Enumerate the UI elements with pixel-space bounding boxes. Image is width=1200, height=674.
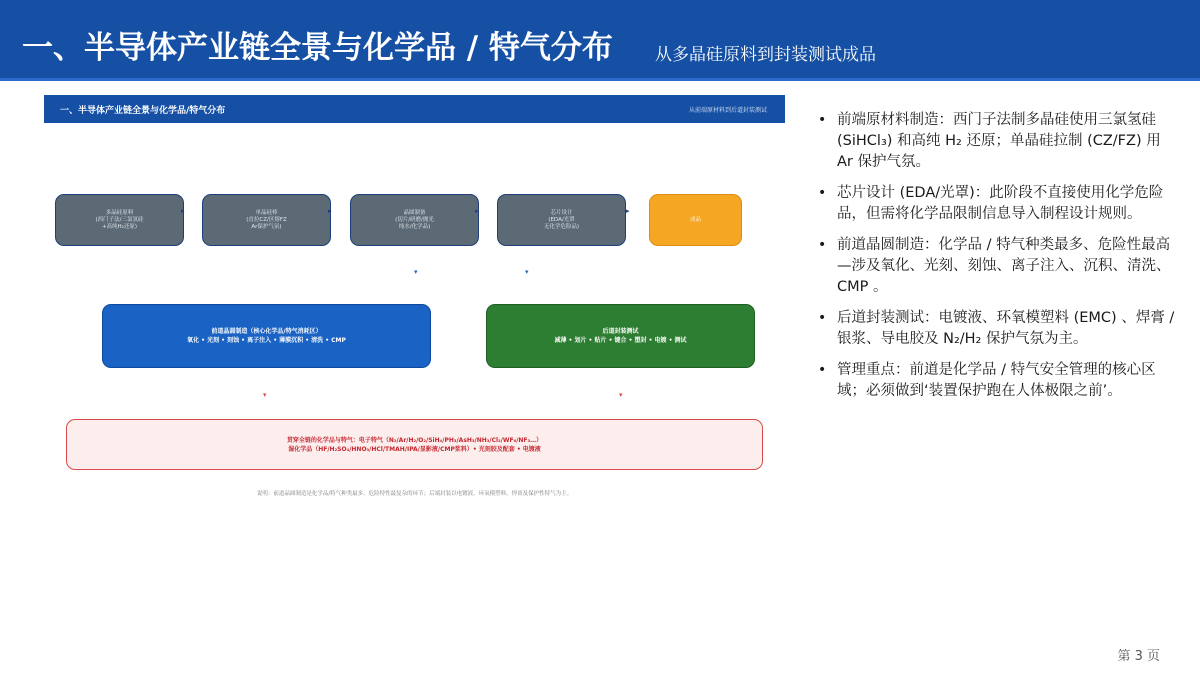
bullet-item xyxy=(817,308,1177,350)
bullet-text: 前端原材料制造：西门子法制多晶硅使用三氯氢硅 (SiHCl₃) 和高纯 H₂ 还原；单晶硅拉制 (CZ/FZ) 用 Ar 保护气氛。 xyxy=(837,112,1161,170)
bullet-dot-icon: • xyxy=(818,112,827,128)
back-end-phase-box xyxy=(486,304,755,368)
front-phase-title: 前道晶圆制造（核心化学品/特气消耗区） xyxy=(211,328,322,335)
step-line: (直拉CZ/区熔FZ xyxy=(246,216,287,223)
title-bar xyxy=(0,0,1200,78)
embedded-slide-diagram xyxy=(44,95,785,511)
back-phase-title: 后道封装测试 xyxy=(602,328,639,335)
step-final-product xyxy=(649,194,742,246)
arrow-down-icon: ▾ xyxy=(263,391,267,399)
bullet-text: 后道封装测试：电镀液、环氧模塑料 (EMC) 、焊膏 / 银浆、导电胶及 N₂/H₂ 保护气氛为主。 xyxy=(837,310,1175,347)
bullet-item xyxy=(817,183,1177,225)
bullet-list xyxy=(817,110,1177,412)
bullet-item xyxy=(817,360,1177,402)
bullet-dot-icon: • xyxy=(818,362,827,378)
page-subtitle: 从多晶硅原料到封装测试成品 xyxy=(655,45,876,65)
step-polysilicon xyxy=(55,194,184,246)
arrow-right-icon: ▸ xyxy=(181,207,185,215)
bullet-item xyxy=(817,110,1177,173)
diagram-note: 说明：前道晶圆制造是化学品/特气种类最多、危险特性最复杂的环节；后端封装以电镀液、环氧模塑料、焊膏及保护性特气为主。 xyxy=(256,491,573,497)
bullet-text: 前道晶圆制造：化学品 / 特气种类最多、危险性最高—涉及氧化、光刻、刻蚀、离子注入、沉积、清洗、 CMP 。 xyxy=(837,237,1171,295)
step-chip-design xyxy=(497,194,626,246)
arrow-down-icon: ▾ xyxy=(525,268,529,276)
front-phase-detail: 氧化 • 光刻 • 刻蚀 • 离子注入 • 薄膜沉积 • 清洗 • CMP xyxy=(187,337,346,344)
bullet-item xyxy=(817,235,1177,298)
arrow-right-icon: ▸ xyxy=(626,207,630,215)
step-single-crystal xyxy=(202,194,331,246)
chemicals-summary-box xyxy=(66,419,763,470)
step-line: (切片/研磨/抛光 xyxy=(395,216,434,223)
page-number: 第 3 页 xyxy=(1117,649,1160,664)
step-wafer-prep xyxy=(350,194,479,246)
bullet-dot-icon: • xyxy=(818,185,827,201)
step-line: +高纯H₂还原) xyxy=(101,223,138,230)
embedded-slide-header xyxy=(44,95,785,123)
step-line: 单晶硅棒 xyxy=(255,209,278,216)
step-line: Ar保护气氛) xyxy=(251,223,282,230)
bullet-text: 芯片设计 (EDA/光罩)：此阶段不直接使用化学危险品，但需将化学品限制信息导入制程设计规则。 xyxy=(837,185,1164,222)
arrow-right-icon: ▸ xyxy=(475,207,479,215)
back-phase-detail: 减薄 • 划片 • 贴片 • 键合 • 塑封 • 电镀 • 测试 xyxy=(554,337,687,344)
arrow-down-icon: ▾ xyxy=(619,391,623,399)
step-line: 纯水/化学品) xyxy=(398,223,431,230)
page-title: 一、半导体产业链全景与化学品 / 特气分布 xyxy=(22,30,613,66)
bullet-text: 管理重点：前道是化学品 / 特气安全管理的核心区域；必须做到‘装置保护跑在人体极限之前’。 xyxy=(837,362,1156,399)
bullet-dot-icon: • xyxy=(818,237,827,253)
summary-line: 贯穿全链的化学品与特气：电子特气（N₂/Ar/H₂/O₂/SiH₄/PH₃/AsH₃/NH₃/Cl₂/WF₆/NF₃…） xyxy=(286,436,543,444)
step-line: 多晶硅原料 xyxy=(105,209,134,216)
step-line: 芯片设计 xyxy=(550,209,573,216)
step-line: (西门子法/三氯氢硅 xyxy=(95,216,144,223)
front-end-phase-box xyxy=(102,304,431,368)
bullet-dot-icon: • xyxy=(818,310,827,326)
summary-line: 湿化学品（HF/H₂SO₄/HNO₃/HCl/TMAH/IPA/显影液/CMP浆料）• 光刻胶及配套 • 电镀液 xyxy=(288,445,541,453)
title-divider xyxy=(0,78,1200,81)
arrow-right-icon: ▸ xyxy=(328,207,332,215)
step-line: 成品 xyxy=(689,216,701,223)
step-line: 无化学危险品) xyxy=(543,223,580,230)
embedded-slide-title: 一、半导体产业链全景与化学品/特气分布 xyxy=(60,106,226,116)
step-line: 晶圆制备 xyxy=(403,209,426,216)
embedded-slide-subtitle: 从前端原材料到后道封装测试 xyxy=(688,107,767,114)
step-line: (EDA/光罩 xyxy=(548,216,575,223)
arrow-down-icon: ▾ xyxy=(414,268,418,276)
